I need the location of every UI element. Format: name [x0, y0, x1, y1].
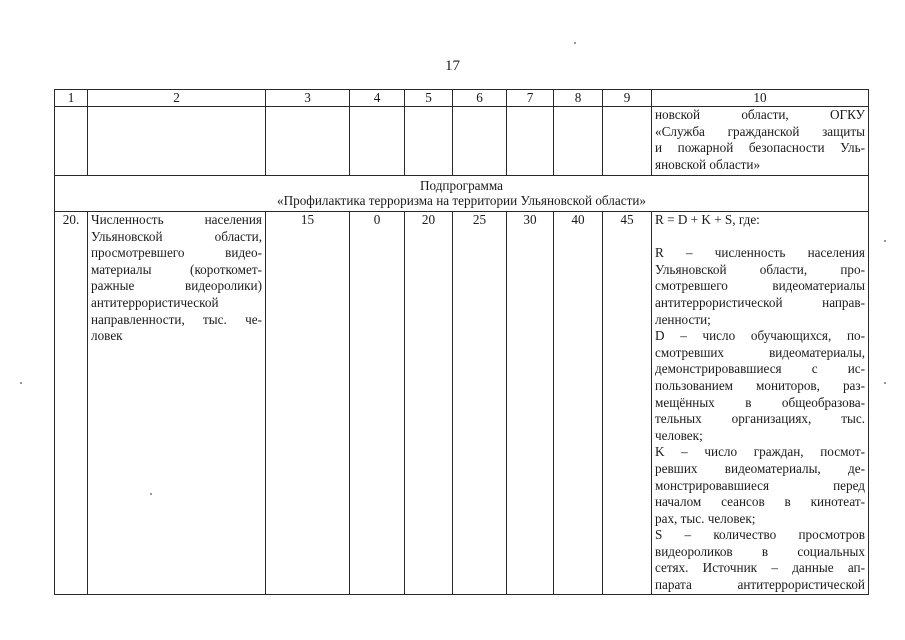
empty-cell [507, 107, 554, 176]
formula: R = D + K + S, где: [655, 212, 760, 227]
row-number: 20. [55, 212, 88, 595]
text-line: просмотревшего видео- [91, 245, 262, 261]
scan-speck [20, 382, 22, 384]
value-cell: 30 [507, 212, 554, 595]
table-row [55, 212, 869, 595]
column-number: 1 [55, 90, 88, 107]
text-line: смотревшего видеоматериалы [655, 278, 865, 294]
text-line: видеороликов в социальных [655, 543, 865, 559]
text-line: антитеррористической [91, 294, 219, 310]
text-line: ловек [91, 328, 123, 344]
text-line: Ульяновской области, про- [655, 261, 865, 277]
empty-cell [554, 107, 603, 176]
text-line: смотревших видеоматериалы, [655, 344, 865, 360]
text-line: Численность населения [91, 212, 262, 227]
column-number: 2 [88, 90, 266, 107]
text-line: антитеррористической направ- [655, 294, 865, 310]
text-line: тельных организациях, тыс. [655, 411, 865, 427]
value-cell: 40 [554, 212, 603, 595]
text-line: R – численность населения [655, 245, 865, 261]
subprogram-row [55, 176, 869, 212]
text-line: материалы (короткомет- [91, 261, 262, 277]
text-line: рах, тыс. человек; [655, 510, 756, 526]
text-line: ражные видеоролики) [91, 278, 262, 294]
continuation-text [652, 107, 869, 176]
column-number: 8 [554, 90, 603, 107]
empty-cell [88, 107, 266, 176]
empty-cell [603, 107, 652, 176]
scan-speck [574, 42, 576, 44]
indicator-table [54, 89, 869, 595]
text-line: ленности; [655, 311, 711, 327]
value-cell: 0 [350, 212, 405, 595]
column-number: 5 [405, 90, 453, 107]
text-line: Ульяновской области, [91, 228, 262, 244]
text-line: ревших видеоматериалы, де- [655, 460, 865, 476]
indicator-description [88, 212, 266, 595]
column-number: 7 [507, 90, 554, 107]
scan-speck [884, 382, 886, 384]
calculation-method [652, 212, 869, 595]
text-line: мещённых в общеобразова- [655, 394, 865, 410]
text-line: новской области, ОГКУ [655, 107, 865, 122]
text-line: яновской области» [655, 156, 761, 172]
text-line: сетях. Источник – данные ап- [655, 560, 865, 576]
subprogram-heading [55, 176, 869, 212]
text-line: демонстрировавшиеся с ис- [655, 361, 865, 377]
column-number: 6 [453, 90, 507, 107]
value-cell: 45 [603, 212, 652, 595]
text-line: направленности, тыс. че- [91, 311, 262, 327]
value-cell: 15 [266, 212, 350, 595]
text-line: человек; [655, 427, 703, 443]
text-line: монстрировавшиеся перед [655, 477, 865, 493]
text-line: пользованием мониторов, раз- [655, 377, 865, 393]
value-cell: 20 [405, 212, 453, 595]
text-line: D – число обучающихся, по- [655, 328, 865, 344]
page-number: 17 [445, 58, 460, 74]
column-number-row [55, 90, 869, 107]
text-line: и пожарной безопасности Уль- [655, 140, 865, 156]
column-number: 9 [603, 90, 652, 107]
text-line: началом сеансов в кинотеат- [655, 494, 865, 510]
text-line: S – количество просмотров [655, 527, 865, 543]
empty-cell [405, 107, 453, 176]
scan-speck [150, 493, 152, 495]
text-line: парата антитеррористической [655, 577, 865, 593]
column-number: 4 [350, 90, 405, 107]
continuation-row [55, 107, 869, 176]
subprogram-name: «Профилактика терроризма на территории Ульяновской области» [276, 193, 646, 208]
column-number: 3 [266, 90, 350, 107]
value-cell: 25 [453, 212, 507, 595]
blank-line [655, 229, 865, 246]
text-line: K – число граждан, посмот- [655, 444, 865, 460]
empty-cell [453, 107, 507, 176]
column-number: 10 [652, 90, 869, 107]
empty-cell [55, 107, 88, 176]
empty-cell [350, 107, 405, 176]
subprogram-title: Подпрограмма [419, 178, 503, 193]
text-line: «Служба гражданской защиты [655, 123, 865, 139]
empty-cell [266, 107, 350, 176]
scan-speck [884, 240, 886, 242]
